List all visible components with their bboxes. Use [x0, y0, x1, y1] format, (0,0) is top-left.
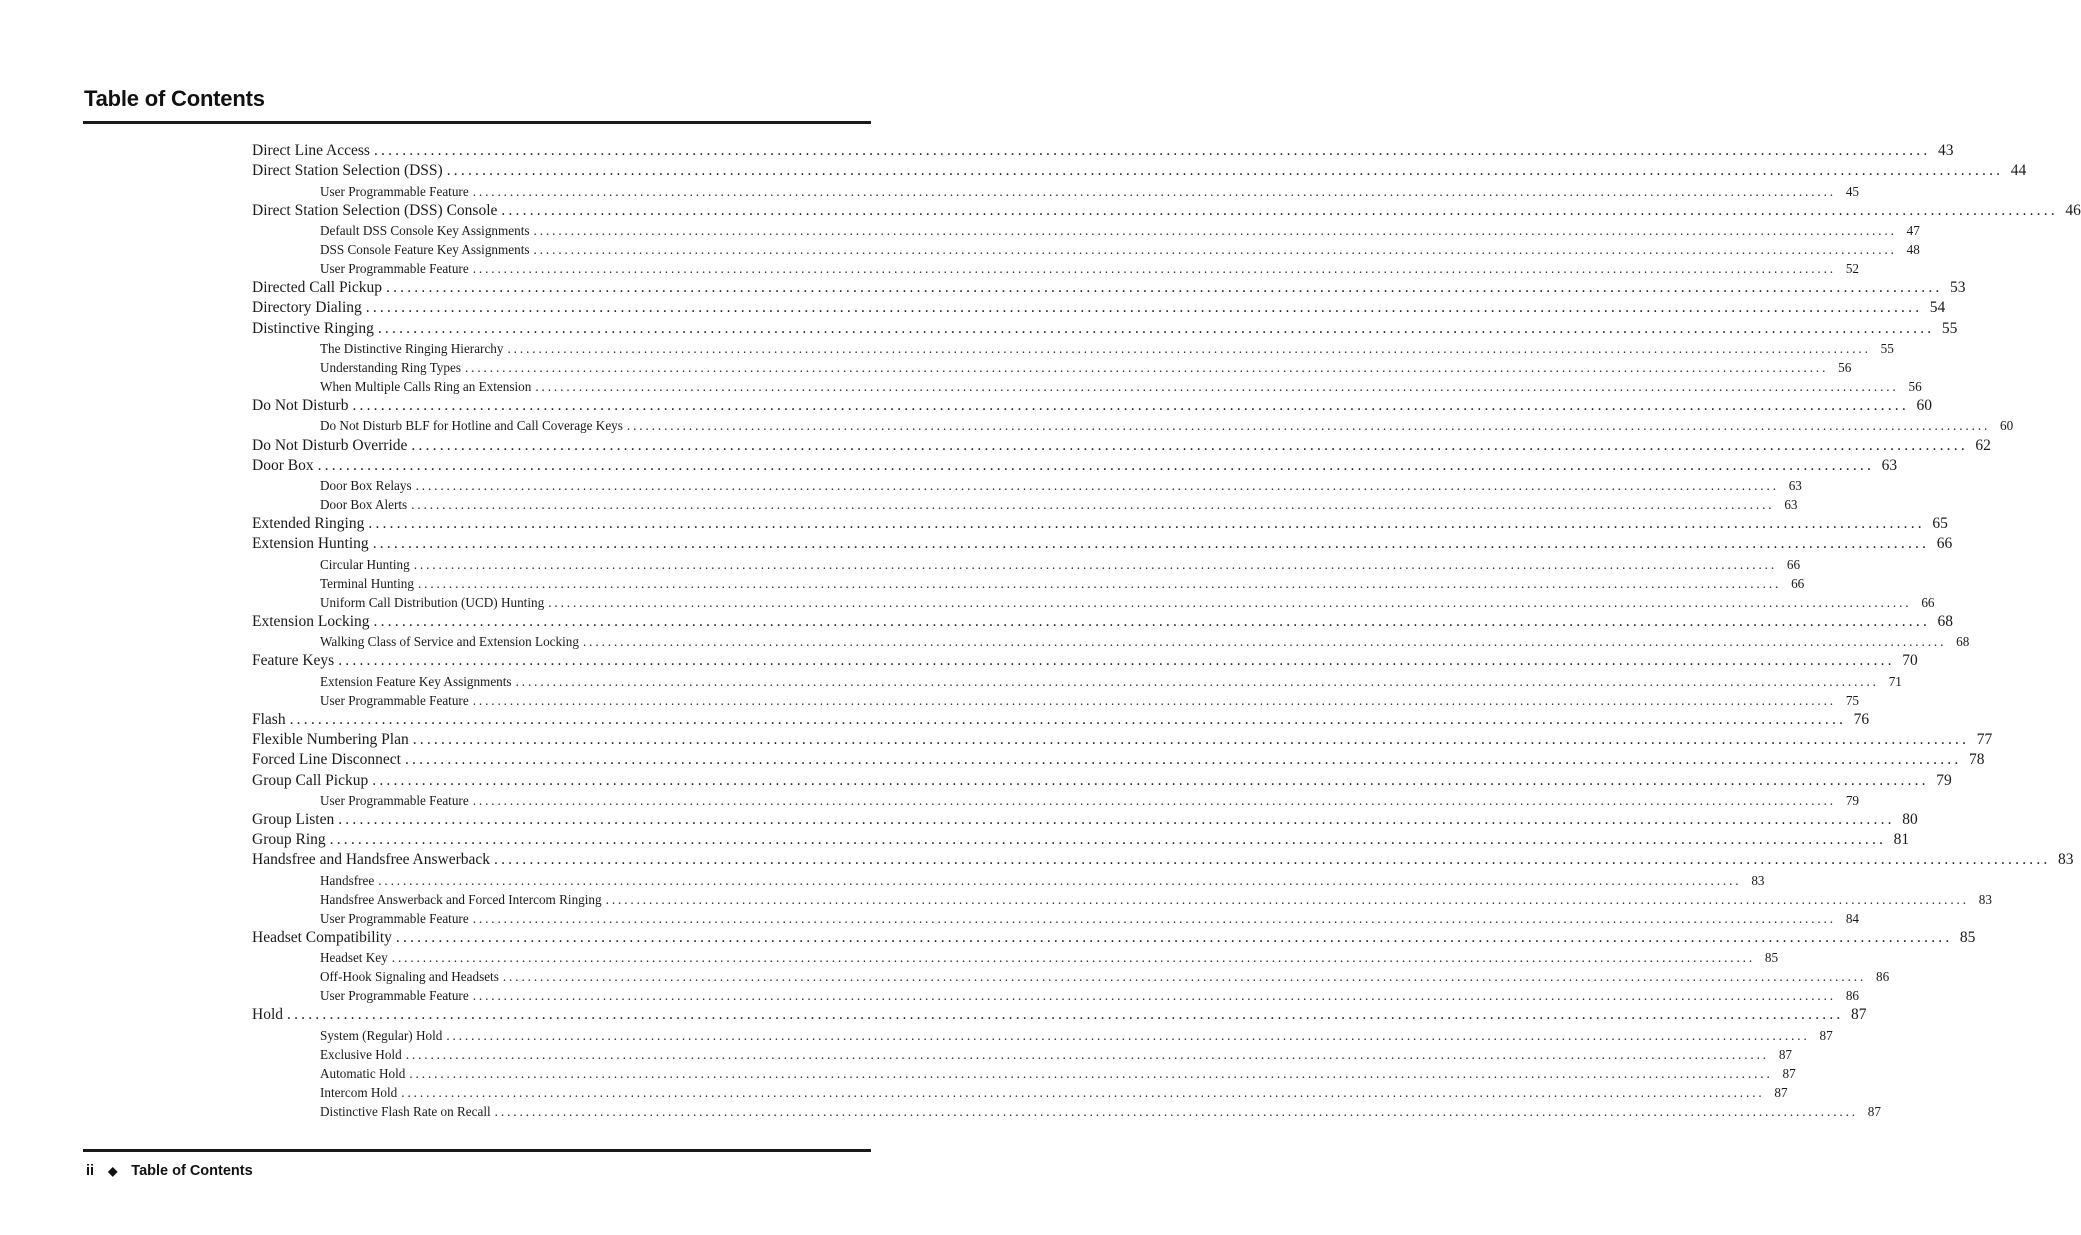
dot-leader: ............................................................................................................................................................................................................................ [605, 891, 1969, 907]
toc-page-number: 56 [1908, 379, 1922, 395]
toc-page-number: 87 [1819, 1027, 1833, 1043]
toc-entry-title: Group Ring [252, 831, 326, 849]
dot-leader: ............................................................................................................................................................................................................................ [368, 515, 1925, 533]
toc-entry-title: User Programmable Feature [320, 910, 469, 926]
toc-page-number: 66 [1936, 535, 1953, 553]
dot-leader: ............................................................................................................................................................................................................................ [372, 535, 1930, 553]
toc-page-number: 85 [1959, 928, 1976, 946]
toc-entry-title: Directed Call Pickup [252, 279, 382, 297]
header-rule [83, 121, 871, 124]
dot-leader: ............................................................................................................................................................................................................................ [329, 831, 1887, 849]
toc-subentry[interactable] [252, 1064, 1796, 1083]
dot-leader: ............................................................................................................................................................................................................................ [317, 456, 1875, 474]
toc-entry[interactable] [252, 161, 2027, 181]
toc-list [252, 141, 2081, 1121]
toc-entry-title: Handsfree Answerback and Forced Intercom Ringing [320, 891, 602, 907]
toc-entry[interactable] [252, 651, 1918, 671]
toc-page-number: 87 [1778, 1046, 1792, 1062]
toc-entry-title: Do Not Disturb [252, 397, 349, 415]
toc-subentry[interactable] [252, 691, 1859, 710]
toc-entry[interactable] [252, 750, 1985, 770]
page-title: Table of Contents [84, 86, 265, 111]
toc-entry[interactable] [252, 514, 1948, 534]
toc-subentry[interactable] [252, 555, 1801, 574]
toc-page-number: 85 [1764, 950, 1779, 966]
dot-leader: ............................................................................................................................................................................................................................ [446, 1027, 1810, 1043]
toc-entry-title: Distinctive Flash Rate on Recall [320, 1104, 491, 1120]
dot-leader: ............................................................................................................................................................................................................................ [507, 340, 1871, 356]
toc-page-number: 47 [1906, 222, 1920, 238]
toc-entry[interactable] [252, 201, 2081, 221]
dot-leader: ............................................................................................................................................................................................................................ [412, 731, 1970, 748]
dot-leader: ............................................................................................................................................................................................................................ [502, 969, 1867, 985]
toc-page-number: 83 [1978, 891, 1992, 907]
dot-leader: ............................................................................................................................................................................................................................ [411, 497, 1775, 513]
dot-leader: ............................................................................................................................................................................................................................ [472, 792, 1836, 808]
toc-entry-title: Uniform Call Distribution (UCD) Hunting [320, 594, 545, 610]
dot-leader: ............................................................................................................................................................................................................................ [472, 183, 1836, 199]
toc-entry-title: Headset Compatibility [252, 928, 392, 946]
dot-leader: ............................................................................................................................................................................................................................ [289, 710, 1847, 728]
toc-page-number: 75 [1845, 692, 1859, 708]
toc-entry-title: Terminal Hunting [320, 575, 414, 591]
dot-leader: ............................................................................................................................................................................................................................ [411, 436, 1968, 454]
toc-entry[interactable] [252, 319, 1958, 339]
toc-subentry[interactable] [252, 593, 1935, 612]
dot-leader: ............................................................................................................................................................................................................................ [377, 319, 1935, 337]
toc-entry-title: Distinctive Ringing [252, 319, 374, 337]
toc-subentry[interactable] [252, 339, 1894, 358]
toc-entry-title: User Programmable Feature [320, 792, 469, 808]
toc-entry-title: Group Call Pickup [252, 771, 369, 789]
toc-subentry[interactable] [252, 377, 1922, 396]
toc-subentry[interactable] [252, 632, 1970, 651]
dot-leader: ............................................................................................................................................................................................................................ [472, 910, 1836, 926]
dot-leader: ............................................................................................................................................................................................................................ [338, 652, 1895, 670]
toc-page-number: 60 [1916, 397, 1932, 415]
toc-entry-title: DSS Console Feature Key Assignments [320, 241, 530, 257]
toc-entry-title: Door Box Alerts [320, 497, 408, 513]
toc-entry[interactable] [252, 710, 1870, 730]
toc-page-number: 46 [2065, 201, 2081, 219]
toc-page-number: 83 [1751, 872, 1765, 888]
toc-entry[interactable] [252, 436, 1991, 456]
dot-leader: ............................................................................................................................................................................................................................ [352, 397, 1909, 415]
toc-entry-title: Circular Hunting [320, 556, 410, 572]
dot-leader: ............................................................................................................................................................................................................................ [626, 418, 1991, 434]
toc-subentry[interactable] [252, 986, 1859, 1005]
toc-entry[interactable] [252, 928, 1976, 948]
toc-entry-title: System (Regular) Hold [320, 1027, 443, 1043]
toc-entry-title: Handsfree and Handsfree Answerback [252, 851, 490, 869]
toc-page-number: 77 [1976, 731, 1993, 748]
toc-page-number: 65 [1932, 515, 1948, 533]
dot-leader: ............................................................................................................................................................................................................................ [373, 612, 1931, 630]
toc-page-number: 44 [2010, 162, 2027, 180]
toc-page-number: 87 [1782, 1065, 1796, 1081]
toc-subentry[interactable] [252, 358, 1852, 377]
toc-entry-title: Door Box Relays [320, 478, 412, 493]
toc-entry-title: Flexible Numbering Plan [252, 731, 409, 748]
toc-subentry[interactable] [252, 1083, 1788, 1102]
dot-leader: ............................................................................................................................................................................................................................ [494, 1104, 1858, 1120]
toc-page-number: 78 [1968, 751, 1985, 769]
toc-page-number: 66 [1786, 556, 1801, 572]
diamond-icon: ◆ [108, 1164, 118, 1178]
toc-page-number: 63 [1881, 456, 1898, 474]
toc-subentry[interactable] [252, 890, 1992, 909]
toc-page-number: 63 [1784, 497, 1798, 513]
dot-leader: ............................................................................................................................................................................................................................ [533, 222, 1897, 238]
dot-leader: ............................................................................................................................................................................................................................ [417, 575, 1782, 591]
toc-entry-title: Direct Station Selection (DSS) [252, 162, 443, 180]
toc-entry-title: When Multiple Calls Ring an Extension [320, 379, 532, 395]
toc-entry-title: Automatic Hold [320, 1065, 406, 1081]
toc-entry-title: Handsfree [320, 872, 375, 888]
toc-page-number: 66 [1791, 575, 1805, 591]
toc-entry-title: Directory Dialing [252, 299, 362, 317]
toc-subentry[interactable] [252, 871, 1765, 890]
toc-subentry[interactable] [252, 791, 1859, 810]
toc-page-number: 66 [1921, 594, 1935, 610]
dot-leader: ............................................................................................................................................................................................................................ [405, 1046, 1769, 1062]
toc-subentry[interactable] [252, 1102, 1881, 1121]
toc-page-number: 53 [1950, 279, 1966, 297]
dot-leader: ............................................................................................................................................................................................................................ [515, 673, 1879, 689]
toc-page-number: 62 [1975, 436, 1991, 454]
toc-entry[interactable] [252, 810, 1918, 830]
toc-entry-title: Extension Locking [252, 612, 370, 630]
toc-entry[interactable] [252, 730, 1993, 750]
toc-entry[interactable] [252, 396, 1932, 416]
dot-leader: ............................................................................................................................................................................................................................ [533, 241, 1897, 257]
toc-page-number: 63 [1788, 478, 1802, 493]
toc-entry[interactable] [252, 1005, 1867, 1025]
dot-leader: ............................................................................................................................................................................................................................ [472, 261, 1836, 277]
toc-entry[interactable] [252, 830, 1910, 850]
toc-page-number: 60 [2000, 418, 2014, 434]
toc-subentry[interactable] [252, 948, 1779, 967]
page-footer [86, 1163, 253, 1179]
toc-subentry[interactable] [252, 495, 1798, 514]
toc-page-number: 43 [1937, 142, 1954, 159]
toc-entry-title: Direct Line Access [252, 142, 370, 159]
toc-entry-title: Intercom Hold [320, 1084, 398, 1100]
toc-subentry[interactable] [252, 416, 2014, 435]
toc-page-number: 68 [1937, 612, 1954, 630]
toc-page-number: 55 [1880, 340, 1894, 356]
dot-leader: ............................................................................................................................................................................................................................ [446, 162, 2004, 180]
toc-page-number: 68 [1956, 634, 1970, 650]
dot-leader: ............................................................................................................................................................................................................................ [365, 299, 1923, 317]
toc-page-number: 79 [1936, 771, 1952, 789]
dot-leader: ............................................................................................................................................................................................................................ [372, 771, 1929, 789]
toc-entry-title: Flash [252, 710, 286, 728]
footer-rule [83, 1149, 871, 1152]
dot-leader: ............................................................................................................................................................................................................................ [548, 594, 1912, 610]
toc-entry-title: Headset Key [320, 950, 388, 966]
toc-subentry[interactable] [252, 574, 1805, 593]
toc-entry-title: Extension Feature Key Assignments [320, 673, 512, 689]
toc-subentry[interactable] [252, 240, 1920, 259]
toc-entry-title: User Programmable Feature [320, 692, 469, 708]
toc-page-number: 71 [1888, 673, 1902, 689]
dot-leader: ............................................................................................................................................................................................................................ [287, 1006, 1844, 1024]
toc-page-number: 79 [1845, 792, 1859, 808]
dot-leader: ............................................................................................................................................................................................................................ [472, 988, 1836, 1004]
toc-page-number: 87 [1851, 1006, 1867, 1024]
dot-leader: ............................................................................................................................................................................................................................ [501, 201, 2058, 219]
toc-page-number: 86 [1845, 988, 1859, 1004]
dot-leader: ............................................................................................................................................................................................................................ [535, 379, 1899, 395]
toc-page-number: 52 [1845, 261, 1859, 277]
dot-leader: ............................................................................................................................................................................................................................ [413, 556, 1778, 572]
toc-page-number: 54 [1929, 299, 1946, 317]
dot-leader: ............................................................................................................................................................................................................................ [386, 279, 1943, 297]
toc-entry-title: Off-Hook Signaling and Headsets [320, 969, 499, 985]
toc-subentry[interactable] [252, 672, 1902, 691]
toc-page-number: 56 [1838, 359, 1852, 375]
toc-entry[interactable] [252, 298, 1946, 318]
dot-leader: ............................................................................................................................................................................................................................ [395, 928, 1953, 946]
toc-entry-title: Understanding Ring Types [320, 359, 461, 375]
toc-entry-title: User Programmable Feature [320, 988, 469, 1004]
toc-subentry[interactable] [252, 1026, 1833, 1045]
toc-entry-title: Door Box [252, 456, 314, 474]
toc-entry[interactable] [252, 141, 1954, 161]
toc-subentry[interactable] [252, 182, 1859, 201]
toc-entry-title: Direct Station Selection (DSS) Console [252, 201, 498, 219]
toc-subentry[interactable] [252, 259, 1859, 278]
toc-page-number: 83 [2058, 851, 2074, 869]
toc-page-number: 45 [1845, 183, 1859, 199]
toc-subentry[interactable] [252, 967, 1890, 986]
toc-entry[interactable] [252, 456, 1898, 476]
toc-subentry[interactable] [252, 909, 1859, 928]
toc-page-number: 84 [1845, 910, 1859, 926]
toc-entry-title: Default DSS Console Key Assignments [320, 222, 530, 238]
dot-leader: ............................................................................................................................................................................................................................ [378, 872, 1742, 888]
footer-section-title: Table of Contents [131, 1163, 253, 1179]
toc-entry-title: Feature Keys [252, 652, 335, 670]
toc-page-number: 87 [1774, 1084, 1788, 1100]
toc-page-number: 81 [1893, 831, 1910, 849]
toc-page-number: 80 [1902, 810, 1918, 828]
toc-subentry[interactable] [252, 1045, 1792, 1064]
toc-subentry[interactable] [252, 476, 1802, 495]
dot-leader: ............................................................................................................................................................................................................................ [472, 692, 1836, 708]
toc-entry-title: Do Not Disturb BLF for Hotline and Call Coverage Keys [320, 418, 623, 434]
toc-page-number: 48 [1906, 241, 1920, 257]
toc-entry-title: Extended Ringing [252, 515, 365, 533]
dot-leader: ............................................................................................................................................................................................................................ [391, 950, 1756, 966]
dot-leader: ............................................................................................................................................................................................................................ [415, 478, 1779, 493]
toc-entry-title: Forced Line Disconnect [252, 751, 401, 769]
dot-leader: ............................................................................................................................................................................................................................ [409, 1065, 1773, 1081]
toc-entry-title: Extension Hunting [252, 535, 369, 553]
toc-entry-title: Group Listen [252, 810, 335, 828]
dot-leader: ............................................................................................................................................................................................................................ [338, 810, 1895, 828]
dot-leader: ............................................................................................................................................................................................................................ [401, 1084, 1765, 1100]
dot-leader: ............................................................................................................................................................................................................................ [582, 634, 1947, 650]
dot-leader: ............................................................................................................................................................................................................................ [464, 359, 1829, 375]
toc-entry-title: The Distinctive Ringing Hierarchy [320, 340, 504, 356]
toc-entry-title: User Programmable Feature [320, 261, 469, 277]
toc-page-number: 76 [1853, 710, 1870, 728]
toc-entry-title: User Programmable Feature [320, 183, 469, 199]
toc-entry[interactable] [252, 771, 1952, 791]
toc-page-number: 87 [1867, 1104, 1881, 1120]
toc-entry[interactable] [252, 278, 1966, 298]
toc-page-number: 70 [1902, 652, 1918, 670]
toc-page-number: 86 [1875, 969, 1890, 985]
toc-page-number: 55 [1941, 319, 1958, 337]
toc-entry[interactable] [252, 850, 2074, 870]
toc-entry-title: Do Not Disturb Override [252, 436, 408, 454]
dot-leader: ............................................................................................................................................................................................................................ [404, 751, 1962, 769]
footer-page-number: ii [86, 1163, 95, 1179]
dot-leader: ............................................................................................................................................................................................................................ [373, 142, 1931, 159]
toc-entry-title: Walking Class of Service and Extension Locking [320, 634, 579, 650]
toc-entry-title: Hold [252, 1006, 283, 1024]
toc-subentry[interactable] [252, 221, 1920, 240]
toc-entry[interactable] [252, 534, 1953, 554]
toc-entry-title: Exclusive Hold [320, 1046, 402, 1062]
toc-entry[interactable] [252, 612, 1954, 632]
dot-leader: ............................................................................................................................................................................................................................ [494, 851, 2051, 869]
